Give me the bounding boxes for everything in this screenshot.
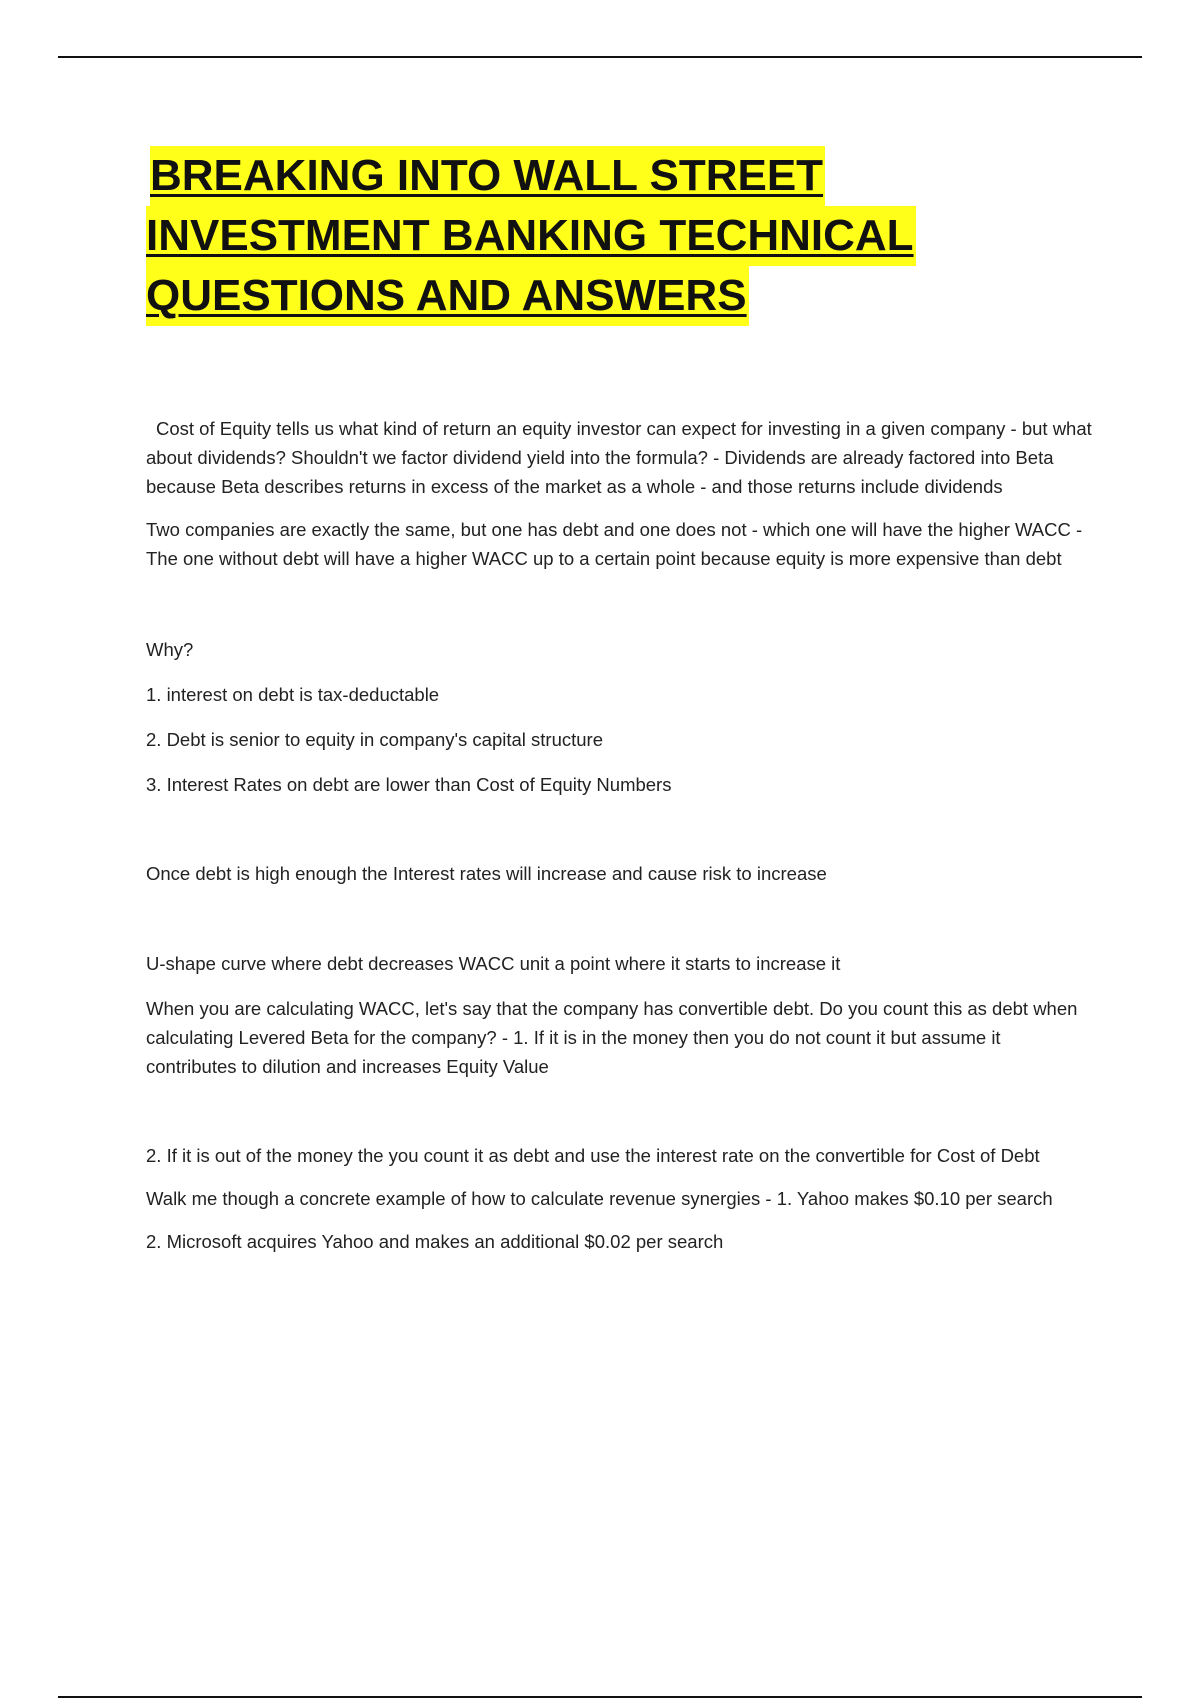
paragraph-why: Why?: [146, 639, 194, 660]
paragraph-out-of-money: 2. If it is out of the money the you count it as debt and use the interest rate on the convertible for Cost of Debt: [146, 1145, 1040, 1166]
top-rule: [58, 56, 1142, 58]
title-line-3: QUESTIONS AND ANSWERS: [146, 266, 749, 326]
paragraph-debt-risk: Once debt is high enough the Interest rates will increase and cause risk to increase: [146, 863, 827, 884]
title-line-2: INVESTMENT BANKING TECHNICAL: [146, 206, 916, 266]
paragraph-cost-of-equity: Cost of Equity tells us what kind of return an equity investor can expect for investing in a given company - but what about dividends? Shouldn't we factor dividend yield into the formula? - Dividends are already factored into Beta because Beta describes returns in excess of the market as a whole - and those returns include dividends: [146, 418, 1092, 497]
paragraph-u-shape: U-shape curve where debt decreases WACC unit a point where it starts to increase it: [146, 953, 841, 974]
paragraph-convertible-debt: When you are calculating WACC, let's say that the company has convertible debt. Do you count this as debt when calculating Levered Beta for the company? - 1. If it is in the money then you do not count it but assume it contributes to dilution and increases Equity Value: [146, 998, 1078, 1077]
document-body: [146, 414, 1096, 1256]
paragraph-microsoft: 2. Microsoft acquires Yahoo and makes an additional $0.02 per search: [146, 1231, 724, 1252]
paragraph-wacc-comparison: Two companies are exactly the same, but one has debt and one does not - which one will have the higher WACC - The one without debt will have a higher WACC up to a certain point because equity is more expensive than debt: [146, 519, 1083, 569]
paragraph-revenue-synergies: Walk me though a concrete example of how to calculate revenue synergies - 1. Yahoo makes $0.10 per search: [146, 1188, 1053, 1209]
list-item-3: 3. Interest Rates on debt are lower than Cost of Equity Numbers: [146, 774, 672, 795]
document-title: [146, 146, 1106, 326]
list-item-1: 1. interest on debt is tax-deductable: [146, 684, 440, 705]
title-line-1: BREAKING INTO WALL STREET: [150, 146, 825, 206]
list-item-2: 2. Debt is senior to equity in company's capital structure: [146, 729, 603, 750]
bottom-rule: [58, 1696, 1142, 1698]
